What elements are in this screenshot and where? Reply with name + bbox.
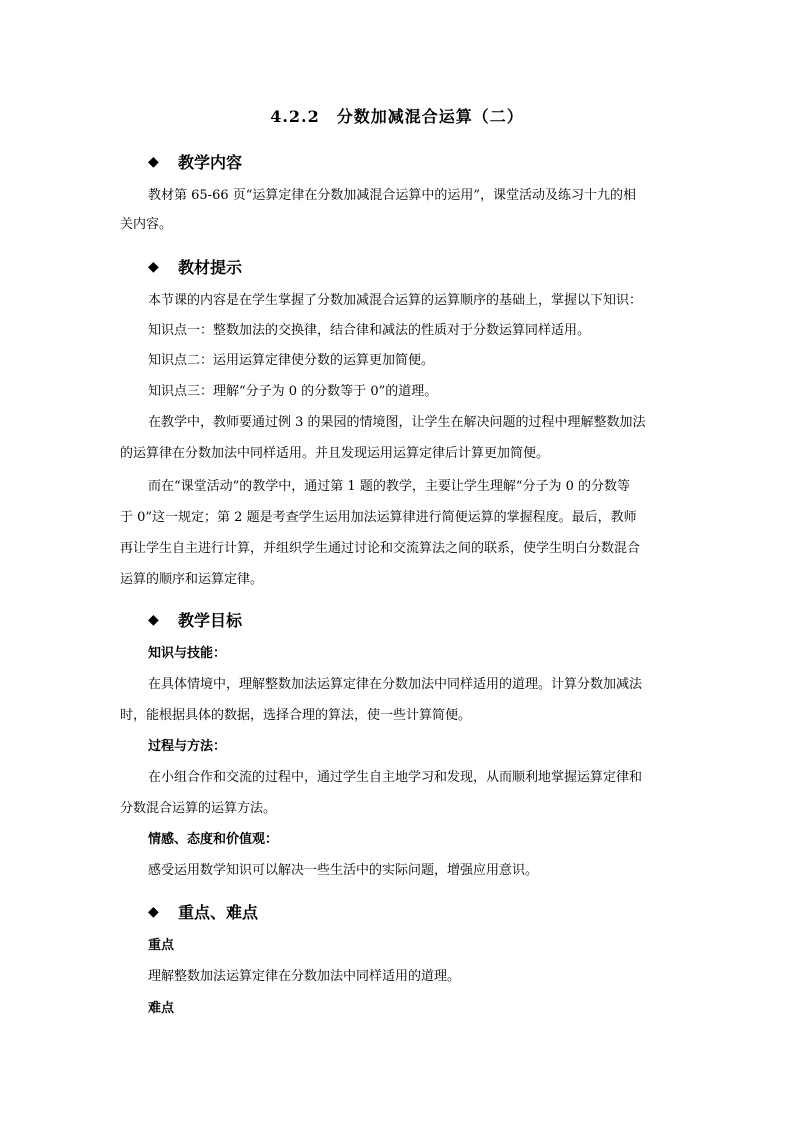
paragraph-line: 再让学生自主进行计算，并组织学生通过讨论和交流算法之间的联系，使学生明白分数混合: [120, 541, 641, 556]
paragraph-line: 知识点一：整数加法的交换律，结合律和减法的性质对于分数运算同样适用。: [148, 323, 591, 338]
section-heading-hints: [148, 255, 242, 278]
paragraph-line: 在教学中，教师要通过例 3 的果园的情境图，让学生在解决问题的过程中理解整数加法: [148, 415, 646, 430]
paragraph-line: 理解整数加法运算定律在分数加法中同样适用的道理。: [148, 969, 461, 984]
section-heading-label: 教学内容: [178, 153, 243, 172]
section-heading-content: [148, 150, 242, 173]
subheading-process: 过程与方法：: [148, 739, 227, 754]
diamond-bullet-icon: ◆: [148, 153, 159, 170]
section-heading-key-points: [148, 900, 258, 923]
paragraph-line: 教材第 65-66 页“运算定律在分数加减混合运算中的运用”，课堂活动及练习十九的相: [148, 188, 637, 203]
subheading-key: 重点: [148, 938, 175, 953]
paragraph-line: 于 0”这一规定；第 2 题是考查学生运用加法运算律进行简便运算的掌握程度。最后，教师: [120, 510, 637, 525]
paragraph-line: 在具体情境中，理解整数加法运算定律在分数加法中同样适用的道理。计算分数加减法: [148, 677, 643, 692]
paragraph-line: 在小组合作和交流的过程中，通过学生自主地学习和发现，从而顺利地掌握运算定律和: [148, 770, 643, 785]
section-heading-label: 重点、难点: [178, 903, 259, 922]
paragraph-line: 而在“课堂活动”的教学中，通过第 1 题的教学，主要让学生理解“分子为 0 的分数等: [148, 479, 631, 494]
paragraph-line: 感受运用数学知识可以解决一些生活中的实际问题，增强应用意识。: [148, 863, 539, 878]
paragraph-line: 本节课的内容是在学生掌握了分数加减混合运算的运算顺序的基础上，掌握以下知识：: [148, 293, 643, 308]
section-heading-label: 教学目标: [178, 611, 243, 630]
subheading-difficulty: 难点: [148, 1001, 175, 1016]
paragraph-line: 运算的顺序和运算定律。: [120, 572, 264, 587]
subheading-knowledge: 知识与技能：: [148, 646, 227, 661]
paragraph-line: 的运算律在分数加法中同样适用。并且发现运用运算定律后计算更加简便。: [120, 446, 550, 461]
section-heading-goals: [148, 608, 242, 631]
page-title: 4.2.2 分数加减混合运算（二）: [270, 107, 524, 126]
subheading-attitude: 情感、态度和价值观：: [148, 832, 279, 847]
paragraph-line: 知识点二：运用运算定律使分数的运算更加简便。: [148, 353, 435, 368]
diamond-bullet-icon: ◆: [148, 611, 159, 628]
paragraph-line: 时，能根据具体的数据，选择合理的算法，使一些计算简便。: [120, 708, 472, 723]
diamond-bullet-icon: ◆: [148, 258, 159, 275]
paragraph-line: 知识点三：理解“分子为 0 的分数等于 0”的道理。: [148, 384, 438, 399]
paragraph-line: 分数混合运算的运算方法。: [120, 801, 277, 816]
diamond-bullet-icon: ◆: [148, 903, 159, 920]
section-heading-label: 教材提示: [178, 258, 243, 277]
paragraph-line: 关内容。: [120, 217, 173, 232]
